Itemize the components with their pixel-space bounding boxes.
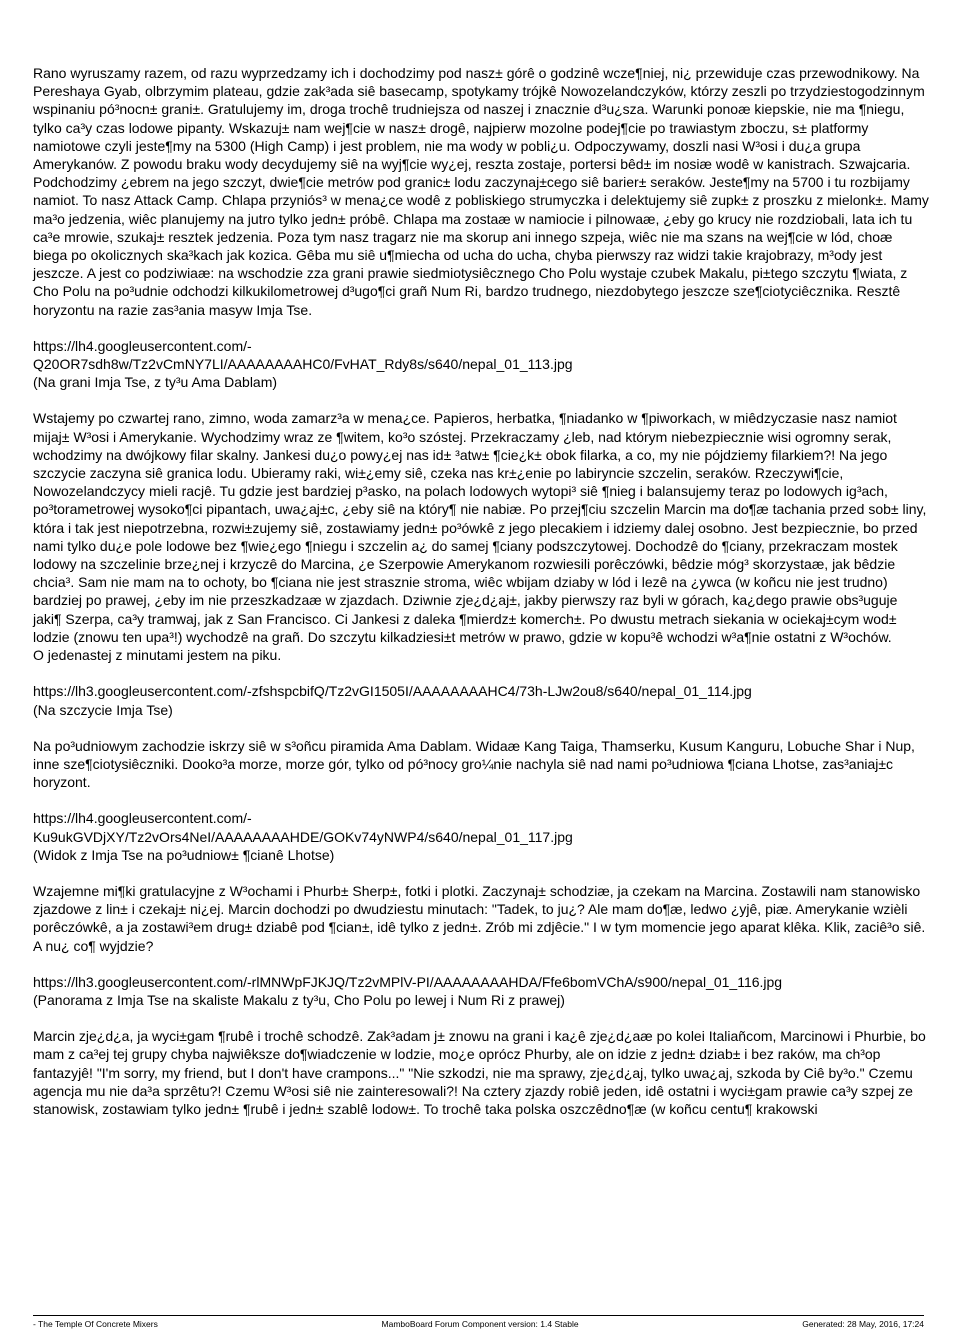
- paragraph-summit-day-text: Wstajemy po czwartej rano, zimno, woda zamarz³a w mena¿ce. Papieros, herbatka, ¶niadanko w ¶piworkach, w miêdzyczasie nasz namiot mijaj± W³osi i Amerykanie. Wychodzimy wraz ze ¶witem, ko³o szóstej. Przekraczamy ¿leb, nad którym niebezpiecznie wisi ogromny serak, wchodzimy na dwójkowy filar skalny. Jankesi du¿o powy¿ej nas id± ³atw± ¶cie¿k± obok filarka, a co, my nie pójdziemy filarkiem?! Na jego szczycie zaczyna siê granica lodu. Ubieramy raki, wi±¿emy siê, czeka nas kr±¿enie po labiryncie szczelin, seraków. Rzeczywi¶cie, Nowozelandczycy mieli racjê. Tu gdzie jest bardziej p³asko, na polach lodowych wytopi³ siê ¶nieg i balansujemy teraz po lodowych ig³ach, po³torametrowej wysoko¶ci pipantach, uwa¿aj±c, ¿eby siê na który¶ nie nabiæ. Po przej¶ciu szczelin Marcin ma do¶æ tachania przed sob± liny, która i tak jest niepotrzebna, rozwi±zujemy siê, zostawiamy jedn± po³ówkê z jego plecakiem i idziemy dalej osobno. Jest bezpiecznie, bo przed nami tylko du¿e pole lodowe bez ¶wie¿ego ¶niegu i szczelin a¿ do samej ¶ciany podszczytowej. Dochodzê do ¶ciany, przekraczam mostek lodowy na szczelinie brze¿nej i krzyczê do Marcina, ¿e Szerpowie Amerykanom rozwiesili porêczówki, bêdzie móg³ skorzystaæ, jak bêdzie chcia³. Sam nie mam na to ochoty, bo ¶ciana nie jest strasznie stroma, wiêc wbijam dziaby w lód i lezê na ¿ywca (w koñcu nie jest trudno) bardziej po prawej, ¿eby im nie przeszkadzaæ w zjazdach. Dziwnie zje¿d¿aj±, jakby pierwszy raz byli w górach, ka¿dego prawie obs³uguje jaki¶ Szerpa, ca³y tramwaj, jak z San Francisco. Ci Jankesi z daleka ¶mierdz± komerch±. Po dwustu metrach siekania w ociekaj±cym wod± lodzie (znowu ten upa³!) wychodzê na grañ. Do szczytu kilkadziesi±t metrów w prawo, gdzie w kopu³ê wchodzi w³a¶nie ostatni z W³ochów.: [33, 410, 927, 645]
- paragraph-approach: Rano wyruszamy razem, od razu wyprzedzamy ich i dochodzimy pod nasz± górê o godzinê wcze¶niej, ni¿ przewiduje czas przewodnikowy. Na Pereshaya Gyab, olbrzymim plateau, gdzie zak³ada siê basecamp, spotykamy trójkê Nowozelandczyków, którzy zeszli po trzydziestogodzinnym wspinaniu pó³nocn± grani±. Gratulujemy im, droga trochê trudniejsza od naszej i znacznie d³u¿sza. Warunki ponoæ kiepskie, nie ma ¶niegu, tylko ca³y czas lodowe pipanty. Wskazuj± nam wej¶cie w nasz± drogê, najpierw mozolne podej¶cie po trawiastym zboczu, s± platformy namiotowe czyli jeste¶my na 5300 (High Camp) i jest problem, nie ma wody w pobli¿u. Odpoczywamy, doszli nasi W³osi i du¿a grupa Amerykanów. Z powodu braku wody decydujemy siê na wyj¶cie wy¿ej, reszta zostaje, portersi bêd± im nosiæ wodê w kanistrach. Szwajcaria. Podchodzimy ¿ebrem na jego szczyt, dwie¶cie metrów pod granic± lodu zaczynaj±cego siê barier± seraków. Jeste¶my na 5700 i tu rozbijamy namiot. To nasz Attack Camp. Chlapa przyniós³ w mena¿ce wodê z pobliskiego strumyczka i delektujemy siê zupk± z proszku z mielonk±. Mamy ma³o jedzenia, wiêc planujemy na jutro tylko jedn± próbê. Chlapa ma zostaæ w namiocie i pilnowaæ, ¿eby go krucy nie rozdziobali, lata ich tu ca³e mrowie, szukaj± resztek jedzenia. Poza tym nasz tragarz nie ma skorup ani innego szpeja, wiêc nie ma szans na wej¶cie w lód, choæ biega po okolicznych ska³kach jak kozica. Gêba mu siê u¶miecha od ucha do ucha, chyba pierwszy raz widzi takie krajobrazy, m³ody jest jeszcze. A jest co podziwiaæ: na wschodzie zza grani prawie siedmiotysiêcznego Cho Polu wystaje czubek Makalu, pi±tego szczytu ¶wiata, z Cho Polu na po³udnie odchodzi kilkukilometrowej d³ugo¶ci grañ Num Ri, bardzo trudnego, niezdobytego jeszcze sze¶ciotyciêcznika. Resztê horyzontu na razie zas³ania masyw Imja Tse.: [33, 65, 929, 318]
- image-url-3b[interactable]: Ku9ukGVDjXY/Tz2vOrs4NeI/AAAAAAAAHDE/GOKv74yNWP4/s640/nepal_01_117.jpg: [33, 828, 573, 845]
- image-link-1[interactable]: [33, 337, 929, 392]
- image-url-1a[interactable]: https://lh4.googleusercontent.com/-: [33, 337, 252, 354]
- image-link-4[interactable]: [33, 973, 929, 1009]
- image-caption-1: (Na grani Imja Tse, z ty³u Ama Dablam): [33, 374, 278, 391]
- paragraph-summit-view: Na po³udniowym zachodzie iskrzy siê w s³oñcu piramida Ama Dablam. Widaæ Kang Taiga, Thamserku, Kusum Kanguru, Lobuche Shar i Nup, inne sze¶ciotysiêczniki. Dooko³a morze, morze gór, tylko od pó³nocy gro¼nie nachyla siê nad nami po³udniowa ¶ciana Lhotse, zas³aniaj±c horyzont.: [33, 737, 915, 791]
- image-url-1b[interactable]: Q20OR7sdh8w/Tz2vCmNY7LI/AAAAAAAAHC0/FvHAT_Rdy8s/s640/nepal_01_113.jpg: [33, 356, 573, 373]
- image-url-3a[interactable]: https://lh4.googleusercontent.com/-: [33, 810, 252, 827]
- article-body: [33, 64, 929, 1118]
- paragraph-descent: Marcin zje¿d¿a, ja wyci±gam ¶rubê i trochê schodzê. Zak³adam j± znowu na grani i ka¿ê zje¿d¿aæ po kolei Italiañcom, Marcinowi i Phurbie, bo mam z ca³ej tej grupy chyba najwiêksze do¶wiadczenie w lodzie, mo¿e oprócz Phurby, ale on idzie z jedn± dziab± i bez raków, ma ch³op fantazyjê! "I'm sorry, my friend, but I don't have crampons..." "Nie szkodzi, nie ma sprawy, zje¿d¿aj, tylko uwa¿aj, szkoda by Ciê by³o." Czemu agencja mu nie da³a sprzêtu?! Czemu W³osi siê nie zainteresowali?! Na cztery zjazdy robiê jeden, idê ostatni i wyci±gam prawie ca³y szpej ze stanowisk, zostawiam tylko jedn± ¶rubê i jedn± szablê lodow±. To trochê taka polska oszczêdno¶æ (w koñcu centu¶ krakowski: [33, 1028, 926, 1117]
- image-caption-4: (Panorama z Imja Tse na skaliste Makalu z ty³u, Cho Polu po lewej i Num Ri z prawej): [33, 991, 565, 1008]
- paragraph-summit-day: [33, 409, 929, 664]
- footer-component-version: MamboBoard Forum Component version: 1.4 Stable: [381, 1319, 579, 1329]
- paragraph-congratulations: Wzajemne mi¶ki gratulacyjne z W³ochami i Phurb± Sherp±, fotki i plotki. Zaczynaj± schodziæ, ja czekam na Marcina. Zostawili nam stanowisko zjazdowe z lin± i czekaj± ni¿ej. Marcin dochodzi po dwudziestu minutach: "Tadek, to ju¿? Ale mam do¶æ, ledwo ¿yjê, piæ. Amerykanie wzièli porêczówkê, a ja zostawi³em drug± dziabê pod ¶cian±, idê tylko z jedn±. Zrób mi zdjêcie." I w tym momencie jego aparat klêka. Klik, zaciê³o siê. A nu¿ co¶ wyjdzie?: [33, 882, 926, 954]
- footer-generated-date: Generated: 28 May, 2016, 17:24: [802, 1319, 924, 1329]
- image-url-4[interactable]: https://lh3.googleusercontent.com/-rlMNWpFJKJQ/Tz2vMPlV-PI/AAAAAAAAHDA/Ffe6bomVChA/s900/nepal_01_116.jpg: [33, 973, 783, 990]
- image-caption-3: (Widok z Imja Tse na po³udniow± ¶cianê Lhotse): [33, 846, 335, 863]
- page-footer: [33, 1315, 924, 1334]
- image-link-2[interactable]: [33, 682, 929, 718]
- image-link-3[interactable]: [33, 809, 929, 864]
- footer-site-name: - The Temple Of Concrete Mixers: [33, 1319, 158, 1329]
- paragraph-summit-day-last: O jedenastej z minutami jestem na piku.: [33, 647, 282, 664]
- image-url-2[interactable]: https://lh3.googleusercontent.com/-zfshspcbifQ/Tz2vGI1505I/AAAAAAAAHC4/73h-LJw2ou8/s640/nepal_01_114.jpg: [33, 683, 752, 700]
- image-caption-2: (Na szczycie Imja Tse): [33, 701, 173, 718]
